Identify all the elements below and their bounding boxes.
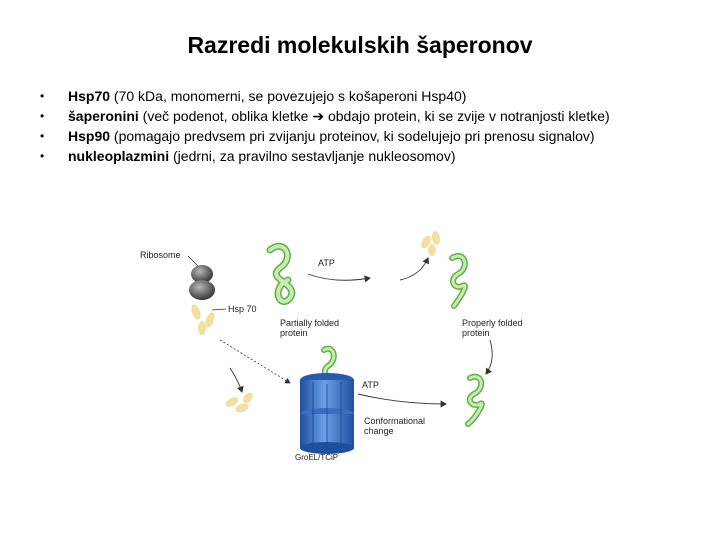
released-hsp70-icon <box>419 230 441 256</box>
slide-title: Razredi molekulskih šaperonov <box>187 32 533 58</box>
hsp70-release-arrow <box>230 368 242 392</box>
bullet-text-cont: obdajo protein, ki se zvije v notranjosti kletke) <box>324 108 610 124</box>
groel-barrel-icon <box>300 373 354 454</box>
hsp70-icon <box>190 303 217 335</box>
bullet-term: nukleoplazmini <box>68 148 170 164</box>
arrow-icon: ➔ <box>312 108 325 124</box>
bullet-dot: • <box>40 149 45 163</box>
hsp70-label: Hsp 70 <box>228 304 257 314</box>
bullet-term: šaperonini <box>68 108 139 124</box>
release-arrow <box>400 258 428 280</box>
properly-folded-label-2: protein <box>462 328 490 338</box>
bullet-item <box>40 86 710 106</box>
released-hsp70-bottom-icon <box>224 391 255 414</box>
ribosome-icon <box>189 265 215 300</box>
bullet-list <box>40 86 710 166</box>
bullet-text: (več podenot, oblika kletke <box>138 108 313 124</box>
atp-bottom-arrow <box>358 394 446 404</box>
hsp70-to-groel-arrow <box>220 340 290 383</box>
bullet-text: (jedrni, za pravilno sestavljanje nukleosomov) <box>169 148 456 164</box>
partially-folded-label-2: protein <box>280 328 308 338</box>
bullet-text: (pomagajo predvsem pri zvijanju proteinov, ki sodelujejo pri prenosu signalov) <box>110 128 595 144</box>
atp-bottom-label: ATP <box>362 380 379 390</box>
conformational-label-1: Conformational <box>364 416 426 426</box>
atp-top-label: ATP <box>318 258 335 268</box>
bullet-text: (70 kDa, monomerni, se povezujejo s košaperoni Hsp40) <box>110 88 467 104</box>
chaperone-diagram <box>130 228 550 468</box>
hsp70-pointer <box>212 309 226 310</box>
bullet-dot: • <box>40 129 45 143</box>
bullet-term: Hsp70 <box>68 88 111 104</box>
groel-label: GroEL/TCiP <box>295 453 339 462</box>
bullet-dot: • <box>40 109 45 123</box>
conformational-label-2: change <box>364 426 394 436</box>
atp-top-arrow <box>308 274 370 280</box>
partially-folded-label-1: Partially folded <box>280 318 340 328</box>
bullet-term: Hsp90 <box>68 128 111 144</box>
properly-folded-label-1: Properly folded <box>462 318 523 328</box>
ribosome-label: Ribosome <box>140 250 181 260</box>
bullet-item <box>40 146 710 166</box>
bullet-item <box>40 106 710 126</box>
down-arrow <box>486 340 492 374</box>
bullet-item <box>40 126 710 146</box>
bullet-dot: • <box>40 89 45 103</box>
